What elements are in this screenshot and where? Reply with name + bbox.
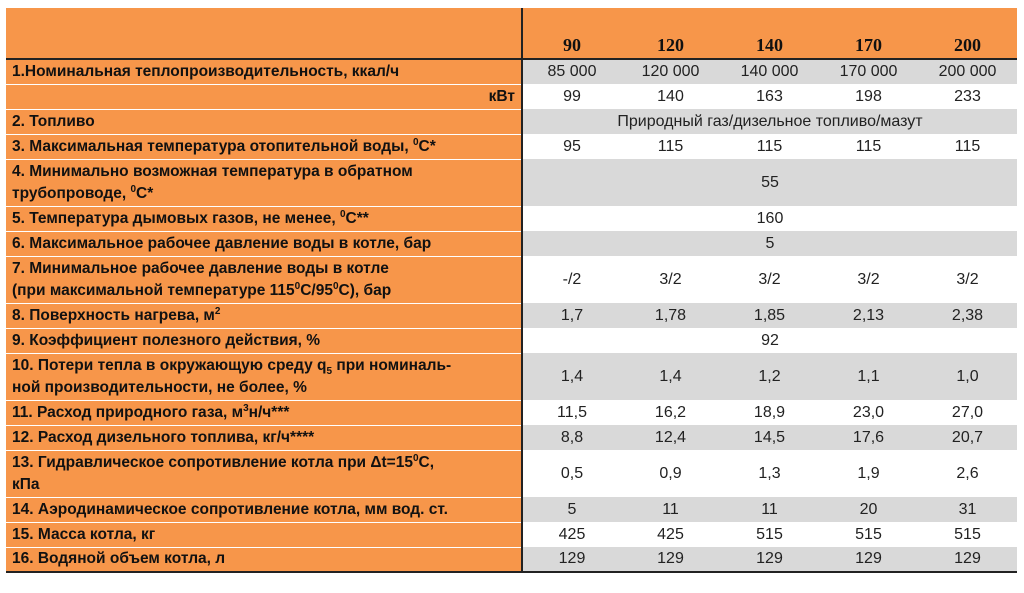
row-value: 11 [621, 497, 720, 522]
row-label: 6. Максимальное рабочее давление воды в котле, бар [6, 231, 522, 256]
label-text: C/95 [300, 281, 333, 299]
row-label [6, 400, 522, 425]
row-value: -/2 [522, 256, 621, 303]
row-value: 170 000 [819, 59, 918, 84]
row-label [6, 303, 522, 328]
table-row [6, 328, 1017, 353]
boiler-spec-table [6, 8, 1017, 573]
row-value: 8,8 [522, 425, 621, 450]
row-label [6, 206, 522, 231]
row-value: 115 [621, 134, 720, 159]
row-value-merged: 92 [522, 328, 1017, 353]
table-row [6, 425, 1017, 450]
label-text: C* [418, 137, 436, 155]
row-value: 425 [621, 522, 720, 547]
row-value: 12,4 [621, 425, 720, 450]
row-value: 11 [720, 497, 819, 522]
row-label: 16. Водяной объем котла, л [6, 547, 522, 572]
row-value: 16,2 [621, 400, 720, 425]
row-value: 5 [522, 497, 621, 522]
label-text: C), бар [338, 281, 392, 299]
label-text: ной производительности, не более, % [12, 378, 307, 396]
header-model: 90 [522, 8, 621, 59]
row-value: 129 [522, 547, 621, 572]
table-row [6, 134, 1017, 159]
row-value: 1,78 [621, 303, 720, 328]
label-sup: 0 [130, 183, 137, 195]
row-label: кВт [6, 84, 522, 109]
label-text: 8. Поверхность нагрева, м [12, 306, 215, 324]
row-value: 140 [621, 84, 720, 109]
label-text: н/ч*** [248, 403, 290, 421]
row-value: 14,5 [720, 425, 819, 450]
row-label [6, 134, 522, 159]
row-value: 1,1 [819, 353, 918, 400]
header-model: 170 [819, 8, 918, 59]
row-value: 115 [819, 134, 918, 159]
row-value: 200 000 [918, 59, 1017, 84]
row-value: 1,0 [918, 353, 1017, 400]
header-model: 120 [621, 8, 720, 59]
row-label [6, 159, 522, 206]
table-row [6, 256, 1017, 303]
label-sup: 0 [339, 208, 346, 220]
label-text: 3. Максимальная температура отопительной воды, [12, 137, 413, 155]
label-text: при номиналь- [332, 356, 452, 374]
table-row [6, 353, 1017, 400]
row-value: 11,5 [522, 400, 621, 425]
table-row [6, 450, 1017, 497]
row-label [6, 450, 522, 497]
row-value-merged: 160 [522, 206, 1017, 231]
row-label: 14. Аэродинамическое сопротивление котла, мм вод. ст. [6, 497, 522, 522]
row-label: 9. Коэффициент полезного действия, % [6, 328, 522, 353]
label-text: C* [136, 184, 154, 202]
row-value: 20 [819, 497, 918, 522]
row-value: 1,7 [522, 303, 621, 328]
label-text: 11. Расход природного газа, м [12, 403, 244, 421]
label-sup: 0 [294, 280, 301, 292]
label-sup: 0 [412, 452, 419, 464]
row-value: 23,0 [819, 400, 918, 425]
row-value: 20,7 [918, 425, 1017, 450]
label-sup: 3 [243, 402, 249, 414]
row-label [6, 353, 522, 400]
label-text: C** [345, 209, 369, 227]
row-value: 115 [720, 134, 819, 159]
label-text: 10. Потери тепла в окружающую среду q [12, 356, 327, 374]
header-model: 140 [720, 8, 819, 59]
header-model: 200 [918, 8, 1017, 59]
row-value: 425 [522, 522, 621, 547]
label-text: 5. Температура дымовых газов, не менее, [12, 209, 340, 227]
row-label: 15. Масса котла, кг [6, 522, 522, 547]
row-value: 1,2 [720, 353, 819, 400]
label-sup: 2 [214, 305, 221, 317]
row-value: 163 [720, 84, 819, 109]
table-row [6, 400, 1017, 425]
row-value: 129 [819, 547, 918, 572]
top-strip [0, 0, 1024, 7]
row-value: 515 [819, 522, 918, 547]
row-value: 129 [720, 547, 819, 572]
label-text: трубопроводе, [12, 184, 131, 202]
row-value: 1,9 [819, 450, 918, 497]
label-sup: 0 [412, 136, 419, 148]
row-value: 1,85 [720, 303, 819, 328]
label-text: 4. Минимально возможная температура в обратном [12, 162, 413, 180]
label-text: C, [418, 453, 435, 471]
row-label: 2. Топливо [6, 109, 522, 134]
row-value-merged: Природный газ/дизельное топливо/мазут [522, 109, 1017, 134]
row-value: 198 [819, 84, 918, 109]
label-sub: 5 [326, 365, 333, 377]
table-row [6, 109, 1017, 134]
row-value: 115 [918, 134, 1017, 159]
row-value-merged: 5 [522, 231, 1017, 256]
row-value: 2,38 [918, 303, 1017, 328]
row-value: 17,6 [819, 425, 918, 450]
row-value: 27,0 [918, 400, 1017, 425]
table-row [6, 497, 1017, 522]
label-sup: 0 [332, 280, 339, 292]
row-value: 3/2 [621, 256, 720, 303]
row-value: 140 000 [720, 59, 819, 84]
row-value: 0,5 [522, 450, 621, 497]
table-row [6, 547, 1017, 572]
label-text: 7. Минимальное рабочее давление воды в котле [12, 259, 389, 277]
row-value: 1,3 [720, 450, 819, 497]
row-value: 31 [918, 497, 1017, 522]
row-value: 99 [522, 84, 621, 109]
row-value: 129 [621, 547, 720, 572]
row-value-merged: 55 [522, 159, 1017, 206]
row-value: 120 000 [621, 59, 720, 84]
label-text: кПа [12, 475, 40, 493]
row-value: 1,4 [621, 353, 720, 400]
table-row [6, 522, 1017, 547]
header-row [6, 8, 1017, 59]
row-value: 515 [918, 522, 1017, 547]
row-value: 3/2 [918, 256, 1017, 303]
row-value: 2,6 [918, 450, 1017, 497]
row-value: 3/2 [819, 256, 918, 303]
row-value: 85 000 [522, 59, 621, 84]
row-label [6, 256, 522, 303]
table-row [6, 159, 1017, 206]
row-value: 2,13 [819, 303, 918, 328]
table-row [6, 206, 1017, 231]
row-value: 18,9 [720, 400, 819, 425]
row-label: 1.Номинальная теплопроизводительность, ккал/ч [6, 59, 522, 84]
table-row [6, 84, 1017, 109]
row-value: 3/2 [720, 256, 819, 303]
table-row [6, 59, 1017, 84]
label-text: 13. Гидравлическое сопротивление котла при Δt=15 [12, 453, 413, 471]
table-row [6, 231, 1017, 256]
row-value: 95 [522, 134, 621, 159]
row-value: 515 [720, 522, 819, 547]
row-value: 1,4 [522, 353, 621, 400]
table-row [6, 303, 1017, 328]
row-value: 129 [918, 547, 1017, 572]
header-label-cell [6, 8, 522, 59]
row-label: 12. Расход дизельного топлива, кг/ч**** [6, 425, 522, 450]
label-text: (при максимальной температуре 115 [12, 281, 295, 299]
row-value: 0,9 [621, 450, 720, 497]
row-value: 233 [918, 84, 1017, 109]
